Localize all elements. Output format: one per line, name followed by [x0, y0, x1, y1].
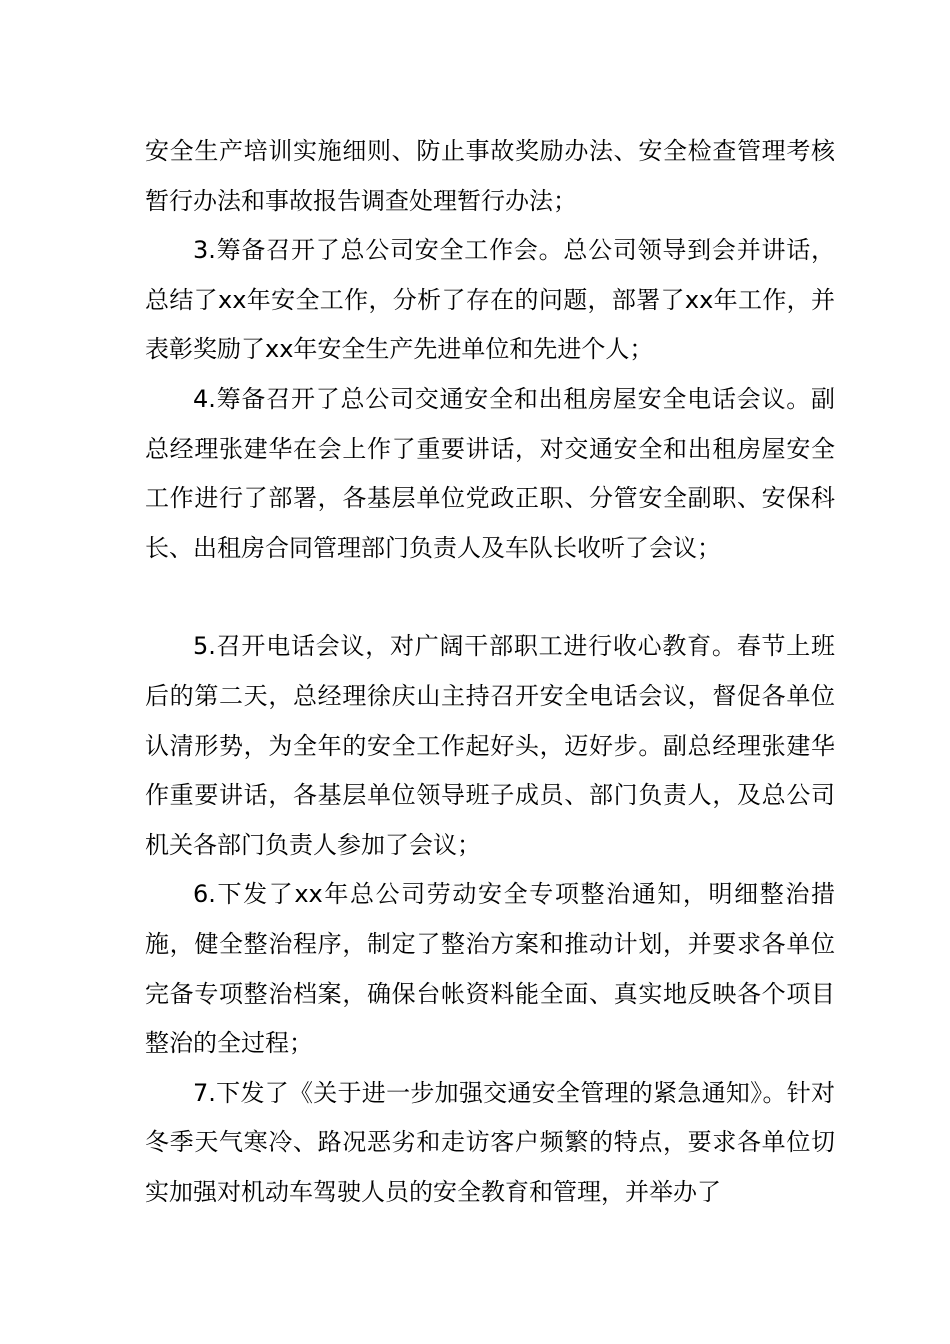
- document-body: [145, 127, 835, 1217]
- paragraph-item-4: 4.筹备召开了总公司交通安全和出租房屋安全电话会议。副总经理张建华在会上作了重要讲话，对交通安全和出租房屋安全工作进行了部署，各基层单位党政正职、分管安全副职、安保科长、出租房合同管理部门负责人及车队长收听了会议；: [145, 384, 835, 562]
- paragraph-continuation: 安全生产培训实施细则、防止事故奖励办法、安全检查管理考核暂行办法和事故报告调查处理暂行办法；: [145, 137, 835, 215]
- paragraph-item-5: 5.召开电话会议，对广阔干部职工进行收心教育。春节上班后的第二天，总经理徐庆山主持召开安全电话会议，督促各单位认清形势，为全年的安全工作起好头，迈好步。副总经理张建华作重要讲话，各基层单位领导班子成员、部门负责人，及总公司机关各部门负责人参加了会议；: [145, 632, 835, 859]
- paragraph-item-6: 6.下发了xx年总公司劳动安全专项整治通知，明细整治措施，健全整治程序，制定了整治方案和推动计划，并要求各单位完备专项整治档案，确保台帐资料能全面、真实地反映各个项目整治的全过程；: [145, 880, 835, 1058]
- paragraph-item-7: 7.下发了《关于进一步加强交通安全管理的紧急通知》。针对冬季天气寒冷、路况恶劣和走访客户频繁的特点，要求各单位切实加强对机动车驾驶人员的安全教育和管理，并举办了: [145, 1078, 835, 1206]
- paragraph-item-3: 3.筹备召开了总公司安全工作会。总公司领导到会并讲话，总结了xx年安全工作，分析了存在的问题，部署了xx年工作，并表彰奖励了xx年安全生产先进单位和先进个人；: [145, 236, 835, 364]
